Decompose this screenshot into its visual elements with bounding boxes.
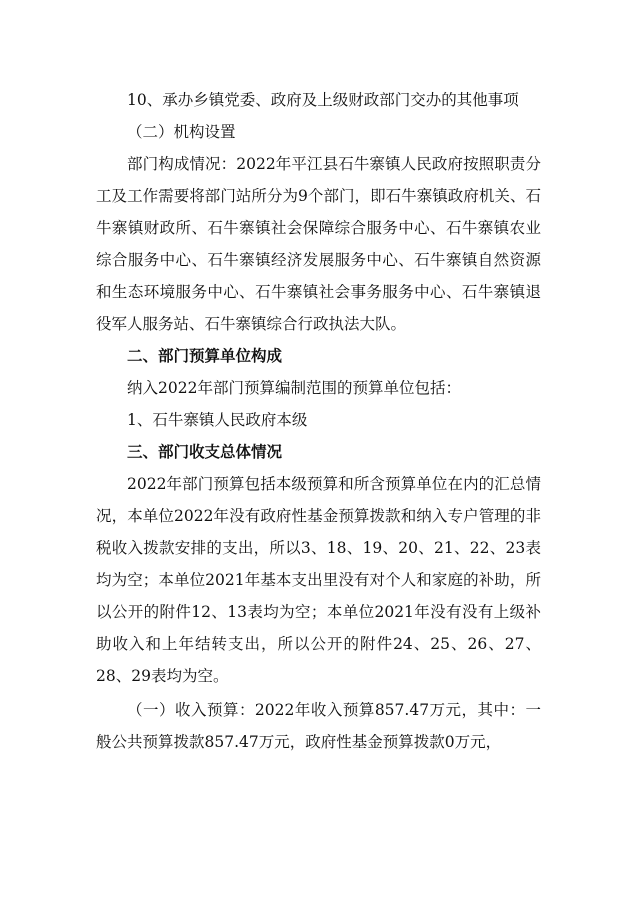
heading-income-expense: 三、部门收支总体情况 bbox=[127, 443, 283, 461]
budget-unit-1: 1、石牛寨镇人民政府本级 bbox=[127, 411, 308, 429]
budget-units-intro: 纳入2022年部门预算编制范围的预算单位包括： bbox=[127, 379, 461, 397]
document-body bbox=[96, 84, 541, 758]
heading-budget-units: 二、部门预算单位构成 bbox=[127, 347, 283, 365]
income-budget: （一）收入预算：2022年收入预算857.47万元，其中：一般公共预算拨款857.47万元，政府性基金预算拨款0万元， bbox=[96, 701, 541, 751]
duty-item-10: 10、承办乡镇党委、政府及上级财政部门交办的其他事项 bbox=[127, 91, 519, 109]
subheading-org-setup: （二）机构设置 bbox=[127, 123, 236, 141]
income-expense-summary: 2022年部门预算包括本级预算和所含预算单位在内的汇总情况，本单位2022年没有政府性基金预算拨款和纳入专户管理的非税收入拨款安排的支出，所以3、18、19、20、21、22、23表均为空；本单位2021年基本支出里没有对个人和家庭的补助，所以公开的附件12、13表均为空；本单位2021年没有没有上级补助收入和上年结转支出，所以公开的附件24、25、26、27、28、29表均为空。 bbox=[96, 475, 541, 685]
department-composition: 部门构成情况：2022年平江县石牛寨镇人民政府按照职责分工及工作需要将部门站所分为9个部门，即石牛寨镇政府机关、石牛寨镇财政所、石牛寨镇社会保障综合服务中心、石牛寨镇农业综合服务中心、石牛寨镇经济发展服务中心、石牛寨镇自然资源和生态环境服务中心、石牛寨镇社会事务服务中心、石牛寨镇退役军人服务站、石牛寨镇综合行政执法大队。 bbox=[96, 155, 541, 333]
